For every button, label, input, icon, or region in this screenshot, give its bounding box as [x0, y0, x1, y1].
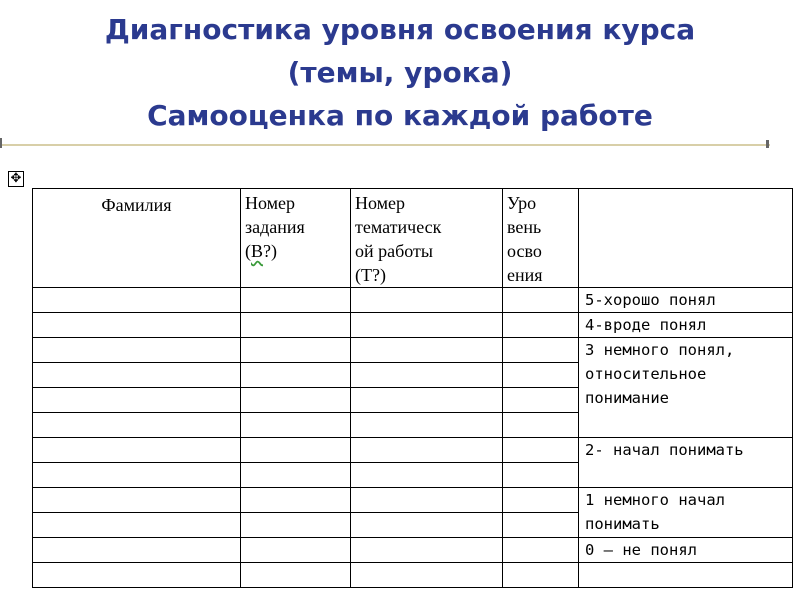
cell-work[interactable]	[351, 563, 503, 588]
cell-level[interactable]	[503, 313, 579, 338]
table-header-row	[33, 189, 793, 288]
cell-work[interactable]	[351, 413, 503, 438]
cell-work[interactable]	[351, 513, 503, 538]
cell-task[interactable]	[241, 388, 351, 413]
cell-task[interactable]	[241, 313, 351, 338]
cell-task[interactable]	[241, 413, 351, 438]
diagnostics-table	[32, 188, 793, 588]
cell-surname[interactable]	[33, 313, 241, 338]
move-arrows-icon[interactable]: ✥	[8, 171, 24, 187]
header-work-number: Номер тематическ ой работы (Т?)	[351, 189, 503, 288]
header-task-number: Номер задания (В?)	[241, 189, 351, 288]
cell-surname[interactable]	[33, 338, 241, 363]
table-row	[33, 563, 793, 588]
level-3: 3 немного понял, относительное понимание	[579, 338, 793, 438]
cell-level[interactable]	[503, 563, 579, 588]
cell-work[interactable]	[351, 488, 503, 513]
cell-task[interactable]	[241, 438, 351, 463]
cell-level[interactable]	[503, 288, 579, 313]
title-line-1: Диагностика уровня освоения курса	[104, 13, 696, 46]
cell-level[interactable]	[503, 513, 579, 538]
cell-task[interactable]	[241, 538, 351, 563]
cell-surname[interactable]	[33, 488, 241, 513]
cell-task[interactable]	[241, 563, 351, 588]
table-row	[33, 438, 793, 463]
header-surname: Фамилия	[33, 189, 241, 288]
cell-task[interactable]	[241, 488, 351, 513]
cell-surname[interactable]	[33, 413, 241, 438]
table-row	[33, 338, 793, 363]
cell-task[interactable]	[241, 288, 351, 313]
cell-level[interactable]	[503, 413, 579, 438]
cell-surname[interactable]	[33, 438, 241, 463]
cell-task[interactable]	[241, 463, 351, 488]
cell-work[interactable]	[351, 313, 503, 338]
level-0: 0 – не понял	[579, 538, 793, 563]
level-2: 2- начал понимать	[579, 438, 793, 488]
separator-mark-left	[0, 138, 2, 148]
cell-surname[interactable]	[33, 388, 241, 413]
cell-surname[interactable]	[33, 363, 241, 388]
separator-line	[0, 144, 770, 146]
cell-surname[interactable]	[33, 513, 241, 538]
cell-surname[interactable]	[33, 538, 241, 563]
cell-work[interactable]	[351, 438, 503, 463]
level-4: 4-вроде понял	[579, 313, 793, 338]
separator-mark-right	[766, 140, 769, 148]
cell-task[interactable]	[241, 363, 351, 388]
cell-level[interactable]	[503, 338, 579, 363]
level-1: 1 немного начал понимать	[579, 488, 793, 538]
title-line-3: Самооценка по каждой работе	[147, 99, 653, 132]
table-row	[33, 288, 793, 313]
cell-work[interactable]	[351, 363, 503, 388]
cell-work[interactable]	[351, 463, 503, 488]
title-line-2: (темы, урока)	[287, 56, 513, 89]
cell-level[interactable]	[503, 363, 579, 388]
cell-level[interactable]	[503, 388, 579, 413]
cell-work[interactable]	[351, 388, 503, 413]
cell-task[interactable]	[241, 513, 351, 538]
level-5: 5-хорошо понял	[579, 288, 793, 313]
cell-level[interactable]	[503, 538, 579, 563]
table-row	[33, 538, 793, 563]
cell-surname[interactable]	[33, 288, 241, 313]
cell-level[interactable]	[503, 463, 579, 488]
table-row	[33, 313, 793, 338]
header-scale	[579, 189, 793, 288]
table-row	[33, 488, 793, 513]
cell-work[interactable]	[351, 288, 503, 313]
cell-task[interactable]	[241, 338, 351, 363]
cell-work[interactable]	[351, 338, 503, 363]
slide-title	[0, 8, 800, 137]
cell-level[interactable]	[503, 488, 579, 513]
header-level: Уро вень осво ения	[503, 189, 579, 288]
cell-surname[interactable]	[33, 563, 241, 588]
cell-level[interactable]	[503, 438, 579, 463]
cell-surname[interactable]	[33, 463, 241, 488]
cell-scale-empty	[579, 563, 793, 588]
cell-work[interactable]	[351, 538, 503, 563]
